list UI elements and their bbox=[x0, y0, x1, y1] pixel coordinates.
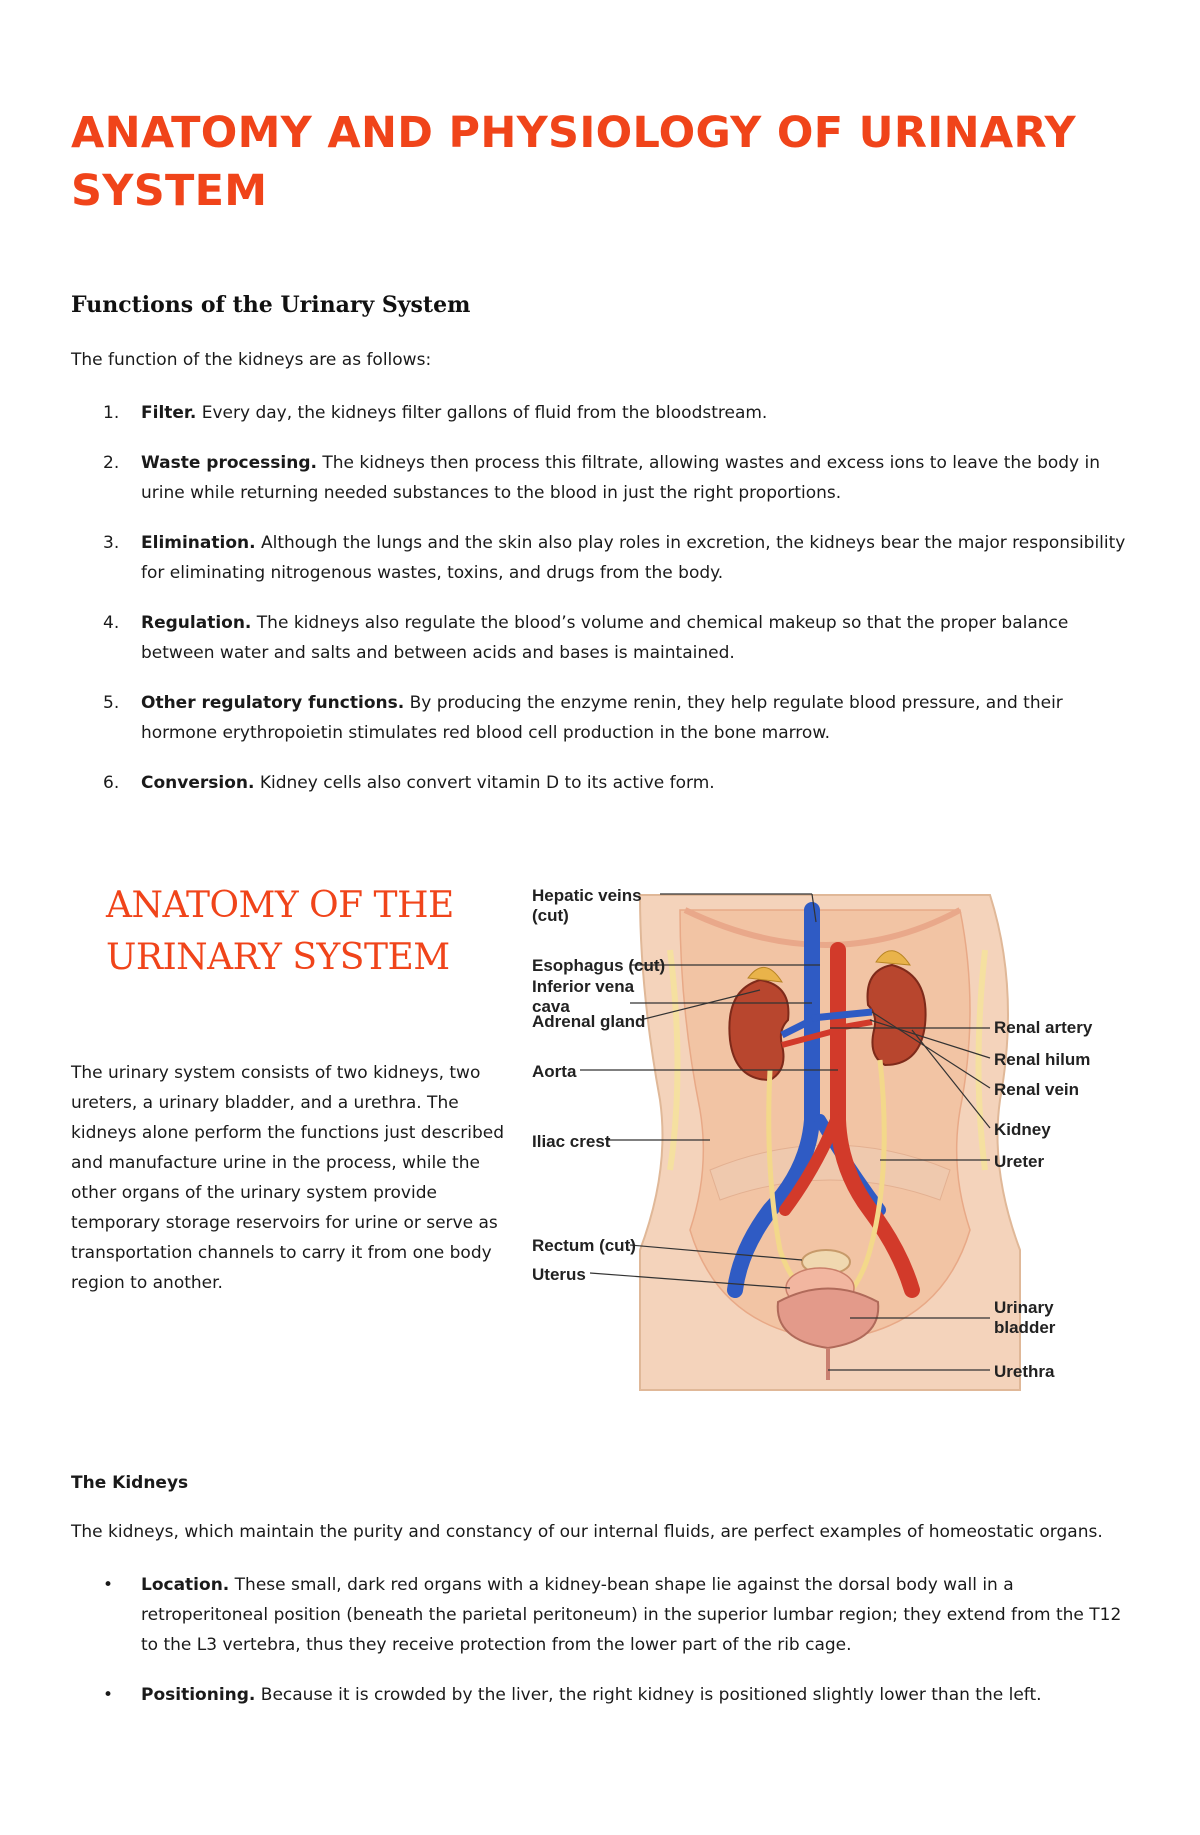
kidneys-list bbox=[71, 1570, 1141, 1730]
list-item bbox=[71, 1570, 1141, 1660]
kidneys-intro: The kidneys, which maintain the purity and constancy of our internal fluids, are perfect examples of homeostatic organs. bbox=[71, 1522, 1103, 1542]
bullet-icon: • bbox=[103, 1575, 114, 1595]
list-item bbox=[71, 448, 1141, 508]
item-term: Waste processing. bbox=[141, 453, 317, 473]
label-hepatic-veins: Hepatic veins (cut) bbox=[532, 886, 642, 925]
item-term: Filter. bbox=[141, 403, 197, 423]
label-rectum: Rectum (cut) bbox=[532, 1236, 636, 1255]
document-title: ANATOMY AND PHYSIOLOGY OF URINARY SYSTEM bbox=[71, 108, 1076, 216]
item-text: The kidneys then process this filtrate, allowing wastes and excess ions to leave the body in urine while returning needed substances to the blood in just the right proportions. bbox=[141, 453, 1101, 503]
label-renal-hilum: Renal hilum bbox=[994, 1050, 1091, 1069]
item-text: Because it is crowded by the liver, the right kidney is positioned slightly lower than the left. bbox=[255, 1685, 1042, 1705]
item-term: Positioning. bbox=[141, 1685, 256, 1705]
label-iliac-crest: Iliac crest bbox=[532, 1132, 611, 1151]
item-text: Although the lungs and the skin also play roles in excretion, the kidneys bear the major responsibility for eliminating nitrogenous wastes, toxins, and drugs from the body. bbox=[141, 533, 1126, 583]
item-text: Kidney cells also convert vitamin D to its active form. bbox=[254, 773, 715, 793]
list-number: 1. bbox=[103, 403, 120, 423]
urinary-system-figure bbox=[520, 870, 1120, 1430]
list-number: 6. bbox=[103, 773, 120, 793]
list-number: 5. bbox=[103, 693, 120, 713]
list-item bbox=[71, 768, 1141, 798]
functions-heading: Functions of the Urinary System bbox=[71, 292, 471, 318]
item-text: The kidneys also regulate the blood’s volume and chemical makeup so that the proper balance between water and salts and between acids and bases is maintained. bbox=[141, 613, 1069, 663]
anatomy-paragraph: The urinary system consists of two kidneys, two ureters, a urinary bladder, and a urethra. The kidneys alone perform the functions just described and manufacture urine in the process, while the other organs of the urinary system provide temporary storage reservoirs for urine or serve as transportation channels to carry it from one body region to another. bbox=[71, 1063, 505, 1293]
list-item bbox=[71, 528, 1141, 588]
list-item bbox=[71, 608, 1141, 668]
item-term: Location. bbox=[141, 1575, 230, 1595]
item-term: Conversion. bbox=[141, 773, 255, 793]
list-item bbox=[71, 398, 1141, 428]
item-text: These small, dark red organs with a kidney-bean shape lie against the dorsal body wall in a retroperitoneal position (beneath the parietal peritoneum) in the superior lumbar region; they extend from the T12 to the L3 vertebra, thus they receive protection from the lower part of the rib cage. bbox=[141, 1575, 1122, 1655]
label-inferior-vena-cava: Inferior vena cava bbox=[532, 977, 635, 1016]
label-renal-vein: Renal vein bbox=[994, 1080, 1080, 1099]
label-urethra: Urethra bbox=[994, 1362, 1055, 1381]
list-number: 3. bbox=[103, 533, 120, 553]
label-aorta: Aorta bbox=[532, 1062, 577, 1081]
list-number: 4. bbox=[103, 613, 120, 633]
list-item bbox=[71, 1680, 1141, 1710]
item-text: Every day, the kidneys filter gallons of fluid from the bloodstream. bbox=[196, 403, 768, 423]
label-uterus: Uterus bbox=[532, 1265, 586, 1284]
label-kidney: Kidney bbox=[994, 1120, 1051, 1139]
functions-intro: The function of the kidneys are as follows: bbox=[71, 350, 432, 370]
label-renal-artery: Renal artery bbox=[994, 1018, 1093, 1037]
list-item bbox=[71, 688, 1141, 748]
item-term: Regulation. bbox=[141, 613, 252, 633]
label-adrenal-gland: Adrenal gland bbox=[532, 1012, 646, 1031]
item-text: By producing the enzyme renin, they help regulate blood pressure, and their hormone erythropoietin stimulates red blood cell production in the bone marrow. bbox=[141, 693, 1063, 743]
label-ureter: Ureter bbox=[994, 1152, 1045, 1171]
list-number: 2. bbox=[103, 453, 120, 473]
label-esophagus: Esophagus (cut) bbox=[532, 956, 666, 975]
bullet-icon: • bbox=[103, 1685, 114, 1705]
kidneys-heading: The Kidneys bbox=[71, 1473, 189, 1493]
anatomy-heading: ANATOMY OF THE URINARY SYSTEM bbox=[106, 885, 454, 978]
item-term: Elimination. bbox=[141, 533, 256, 553]
functions-list bbox=[71, 398, 1141, 818]
label-urinary-bladder: Urinary bladder bbox=[994, 1298, 1056, 1337]
item-term: Other regulatory functions. bbox=[141, 693, 405, 713]
